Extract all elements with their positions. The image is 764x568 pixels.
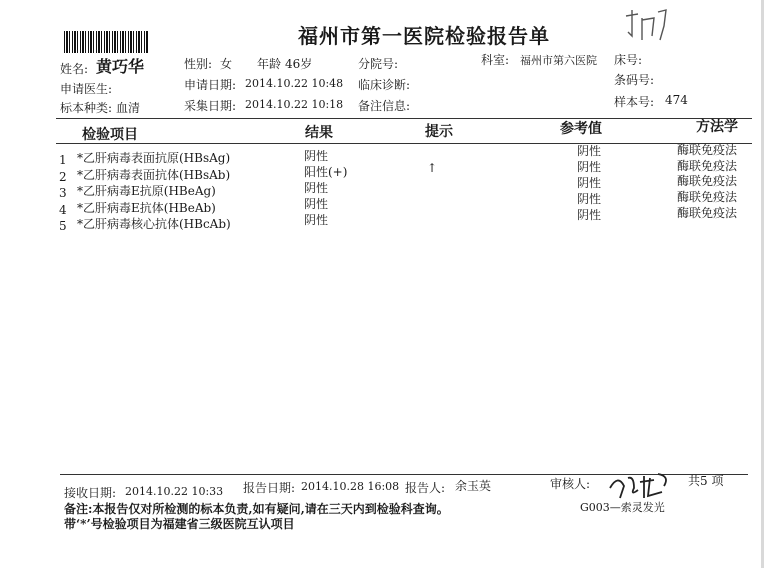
header-result: 结果: [305, 125, 333, 141]
receive-label: 接收日期:: [64, 486, 117, 500]
row-no: 3: [59, 186, 67, 200]
handwritten-mark: [622, 6, 672, 42]
barcode-label: 条码号:: [614, 73, 655, 87]
row-method: 酶联免疫法: [677, 206, 738, 220]
reviewer-label: 审核人:: [550, 477, 591, 491]
row-no: 5: [59, 219, 67, 233]
row-item: *乙肝病毒表面抗原(HBsAg): [77, 151, 231, 165]
row-ref: 阴性: [577, 144, 602, 158]
sex-value: 女: [220, 57, 233, 71]
dept-value: 福州市第六医院: [520, 54, 597, 67]
specimen-label: 标本种类:: [60, 101, 113, 115]
row-method: 酶联免疫法: [677, 143, 738, 157]
row-result: 阴性: [304, 197, 329, 211]
row-result: 阴性: [304, 149, 329, 163]
row-method: 酶联免疫法: [677, 190, 738, 204]
applicant-label: 申请医生:: [60, 82, 113, 96]
row-item: *乙肝病毒表面抗体(HBsAb): [77, 168, 231, 182]
note-line-1: 备注:本报告仅对所检测的标本负责,如有疑问,请在三天内到检验科查询。: [64, 502, 449, 516]
report-date: 2014.10.28 16:08: [301, 480, 400, 493]
reporter-label: 报告人:: [405, 481, 446, 495]
remark-label: 备注信息:: [358, 99, 411, 113]
patient-name: 黄巧华: [96, 57, 145, 76]
row-item: *乙肝病毒核心抗体(HBcAb): [77, 217, 231, 231]
age-label: 年龄: [257, 57, 282, 71]
table-top-rule: [56, 118, 752, 119]
receive-date: 2014.10.22 10:33: [125, 485, 224, 498]
name-label: 姓名:: [60, 62, 89, 76]
header-ref: 参考值: [560, 121, 602, 137]
branch-label: 分院号:: [358, 57, 399, 71]
row-result: 阴性: [304, 181, 329, 195]
collect-date-value: 2014.10.22 10:18: [245, 98, 344, 111]
diagnosis-label: 临床诊断:: [358, 78, 411, 92]
row-no: 1: [59, 153, 67, 167]
row-ref: 阴性: [577, 160, 602, 174]
row-method: 酶联免疫法: [677, 174, 738, 188]
device-code: G003—索灵发光: [580, 501, 665, 514]
row-no: 2: [59, 170, 67, 184]
note-line-2: 带‘*’号检验项目为福建省三级医院互认项目: [64, 517, 295, 531]
row-ref: 阴性: [577, 176, 602, 190]
apply-date-value: 2014.10.22 10:48: [245, 77, 344, 90]
age-value: 46岁: [285, 57, 313, 71]
row-method: 酶联免疫法: [677, 159, 738, 173]
total-count: 共5 项: [688, 474, 724, 488]
header-method: 方法学: [696, 119, 738, 135]
header-hint: 提示: [425, 124, 453, 140]
row-ref: 阴性: [577, 208, 602, 222]
report-title: 福州市第一医院检验报告单: [298, 24, 550, 48]
row-result: 阴性: [304, 213, 329, 227]
sample-value: 474: [665, 93, 688, 107]
reviewer-signature: [604, 468, 676, 502]
table-header-rule: [56, 143, 752, 144]
up-arrow-icon: ↑: [427, 161, 438, 175]
row-ref: 阴性: [577, 192, 602, 206]
bed-label: 床号:: [614, 53, 643, 67]
reporter-name: 余玉英: [455, 479, 492, 493]
dept-label: 科室:: [481, 53, 510, 67]
row-no: 4: [59, 203, 67, 217]
header-item: 检验项目: [82, 127, 138, 143]
report-label: 报告日期:: [243, 481, 296, 495]
specimen-value: 血清: [116, 101, 141, 115]
collect-date-label: 采集日期:: [184, 99, 237, 113]
sex-label: 性别:: [184, 57, 213, 71]
apply-date-label: 申请日期:: [184, 78, 237, 92]
row-item: *乙肝病毒E抗体(HBeAb): [77, 201, 216, 215]
barcode: [64, 31, 148, 53]
row-result: 阳性(+): [304, 165, 348, 179]
sample-label: 样本号:: [614, 95, 655, 109]
row-item: *乙肝病毒E抗原(HBeAg): [77, 184, 216, 198]
